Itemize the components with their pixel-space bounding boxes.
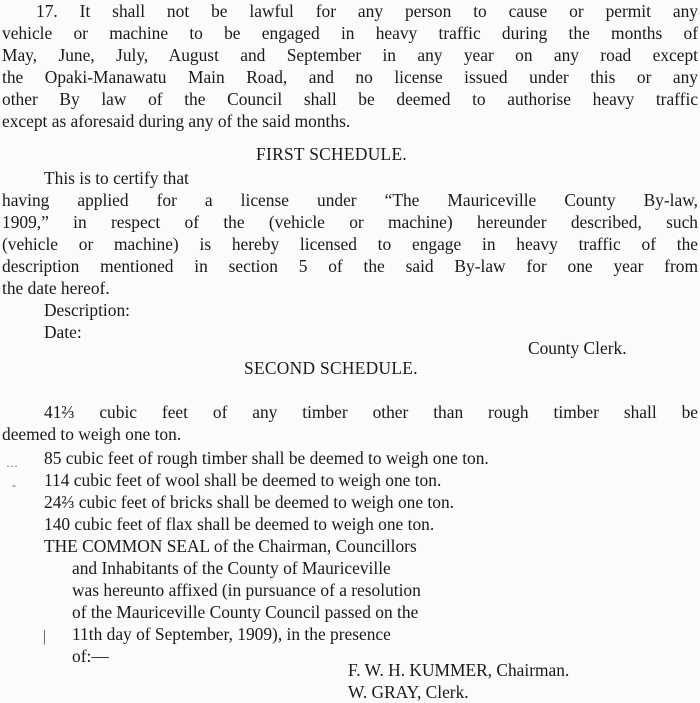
seal-line-6: of:— [72, 646, 109, 666]
description-label: Description: [44, 300, 130, 320]
clause-17-line-4: the Opaki-Manawatu Main Road, and no license issued under this or any [2, 67, 698, 87]
clause-17-line-2: vehicle or machine to be engaged in heavy traffic during the months of [2, 23, 698, 43]
first-schedule-line-4: (vehicle or machine) is hereby licensed to engage in heavy traffic of the [2, 234, 698, 254]
margin-speck-mark: … [6, 456, 18, 470]
second-schedule-heading: SECOND SCHEDULE. [244, 358, 418, 378]
first-schedule-heading: FIRST SCHEDULE. [256, 144, 408, 164]
first-schedule-line-2: having applied for a license under “The Mauriceville County By-law, [2, 190, 698, 210]
first-schedule-line-1: This is to certify that [44, 168, 189, 188]
margin-speck-mark: │ [40, 630, 49, 644]
seal-line-1: THE COMMON SEAL of the Chairman, Councillors [44, 536, 417, 556]
date-label: Date: [44, 322, 82, 342]
second-schedule-line-6: 140 cubic feet of flax shall be deemed to weigh one ton. [44, 514, 435, 534]
seal-line-2: and Inhabitants of the County of Mauriceville [72, 558, 391, 578]
clause-17-line-1: 17. It shall not be lawful for any person to cause or permit any [36, 1, 698, 21]
second-schedule-line-2: deemed to weigh one ton. [2, 424, 182, 444]
second-schedule-line-3: 85 cubic feet of rough timber shall be deemed to weigh one ton. [44, 448, 489, 468]
seal-line-4: of the Mauriceville County Council passed on the [72, 602, 419, 622]
clerk-signature: W. GRAY, Clerk. [348, 682, 469, 702]
seal-line-5: 11th day of September, 1909), in the presence [72, 624, 391, 644]
county-clerk-signatory: County Clerk. [528, 338, 627, 358]
chairman-signature: F. W. H. KUMMER, Chairman. [348, 660, 570, 680]
second-schedule-line-4: 114 cubic feet of wool shall be deemed to weigh one ton. [44, 470, 442, 490]
clause-17-line-3: May, June, July, August and September in any year on any road except [2, 45, 698, 65]
clause-17-line-6: except as aforesaid during any of the said months. [2, 111, 351, 131]
first-schedule-line-5: description mentioned in section 5 of the said By-law for one year from [2, 256, 698, 276]
second-schedule-line-5: 24⅔ cubic feet of bricks shall be deemed to weigh one ton. [44, 492, 455, 512]
margin-speck-mark: ‐ [12, 478, 16, 492]
seal-line-3: was hereunto affixed (in pursuance of a resolution [72, 580, 421, 600]
clause-17-line-5: other By law of the Council shall be deemed to authorise heavy traffic [2, 89, 698, 109]
first-schedule-line-6: the date hereof. [2, 278, 110, 298]
second-schedule-line-1: 41⅔ cubic feet of any timber other than rough timber shall be [44, 402, 698, 422]
first-schedule-line-3: 1909,” in respect of the (vehicle or machine) hereunder described, such [2, 212, 698, 232]
